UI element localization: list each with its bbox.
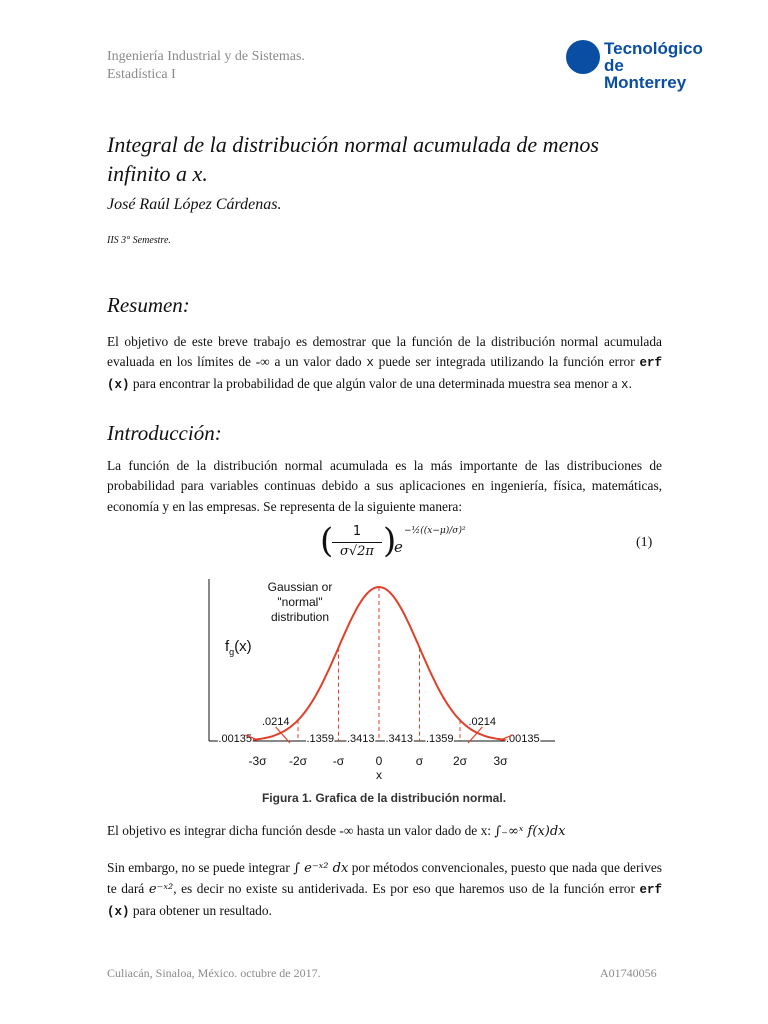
- region-label: .3413: [385, 733, 414, 745]
- x-tick-label: 2σ: [452, 754, 468, 768]
- x-tick-label: σ: [415, 754, 424, 768]
- curve-point: [318, 690, 319, 691]
- region-label: .0214: [261, 716, 290, 728]
- curve-point: [257, 739, 258, 740]
- curve-point: [500, 739, 501, 740]
- objective-paragraph: El objetivo es integrar dicha función desde -∞ hasta un valor dado de x: ∫₋∞ˣ f(x)dx: [107, 823, 566, 839]
- region-label: .1359: [306, 733, 335, 745]
- header-line-2: Estadística I: [107, 67, 176, 82]
- curve-point: [277, 734, 278, 735]
- semester: IIS 3° Semestre.: [107, 235, 171, 246]
- region-label: .3413: [347, 733, 375, 745]
- x-tick-label: -σ: [332, 754, 345, 768]
- logo-text: Tecnológico de Monterrey: [604, 39, 703, 92]
- footer-id: A01740056: [600, 966, 657, 980]
- curve-point: [378, 586, 379, 587]
- legend-line: Gaussian or: [267, 580, 333, 594]
- footer-location-date: Culiacán, Sinaloa, México. octubre de 2017.: [107, 966, 321, 980]
- region-label: .00135: [505, 733, 540, 745]
- y-axis-label: $f_g(x)$: [225, 638, 252, 657]
- resumen-paragraph: El objetivo de este breve trabajo es demostrar que la función de la distribución normal acumulada evaluada en los límites de -∞ a un valor dado x puede ser integrada utilizando la función error erf (x) para encontrar la probabilidad de que algún valor de una determinada muestra sea menor a x.: [107, 334, 662, 392]
- header-line-1: Ingeniería Industrial y de Sistemas.: [107, 49, 305, 64]
- seal-icon: [566, 40, 600, 74]
- x-tick-label: -2σ: [288, 754, 308, 768]
- page-title: Integral de la distribución normal acumulada de menos infinito a x.: [107, 132, 599, 186]
- x-axis-label: x: [376, 768, 382, 782]
- figure-caption: Figura 1. Grafica de la distribución normal.: [261, 791, 507, 805]
- curve-point: [338, 647, 339, 648]
- section-heading-introduccion: Introducción:: [107, 421, 222, 445]
- curve-point: [358, 604, 359, 605]
- legend-line: distribution: [270, 610, 330, 624]
- antiderivative-paragraph: Sin embargo, no se puede integrar ∫ e⁻ˣ² dx por métodos convencionales, puesto que nada que derives te dará e⁻ˣ², es decir no existe su antiderivada. Es por eso que haremos uso de la función error erf (x) para obtener un resultado.: [107, 860, 662, 919]
- equation-1: ( 1 σ√2π ) e −½((x−μ)/σ)²: [320, 521, 466, 561]
- author: José Raúl López Cárdenas.: [107, 196, 282, 213]
- curve-point: [419, 647, 420, 648]
- logo: [566, 39, 706, 92]
- curve-point: [297, 720, 298, 721]
- curve-point: [480, 734, 481, 735]
- x-tick-label: 0: [375, 754, 383, 768]
- x-tick-label: -3σ: [248, 754, 267, 768]
- region-label: .00135: [218, 733, 253, 745]
- curve-point: [459, 720, 460, 721]
- curve-point: [399, 604, 400, 605]
- equation-number: (1): [636, 535, 653, 550]
- intro-paragraph: La función de la distribución normal acumulada es la más importante de las distribuciones de probabilidad para variables continuas debido a sus aplicaciones en ingeniería, física, matemáticas, economía y en las empresas. Se representa de la siguiente manera:: [107, 458, 662, 514]
- region-label: .1359: [425, 733, 454, 745]
- legend-line: "normal": [277, 595, 323, 609]
- x-tick-label: 3σ: [493, 754, 508, 768]
- section-heading-resumen: Resumen:: [107, 293, 190, 317]
- region-label: .0214: [468, 716, 497, 728]
- normal-distribution-figure: [205, 575, 560, 785]
- curve-point: [439, 690, 440, 691]
